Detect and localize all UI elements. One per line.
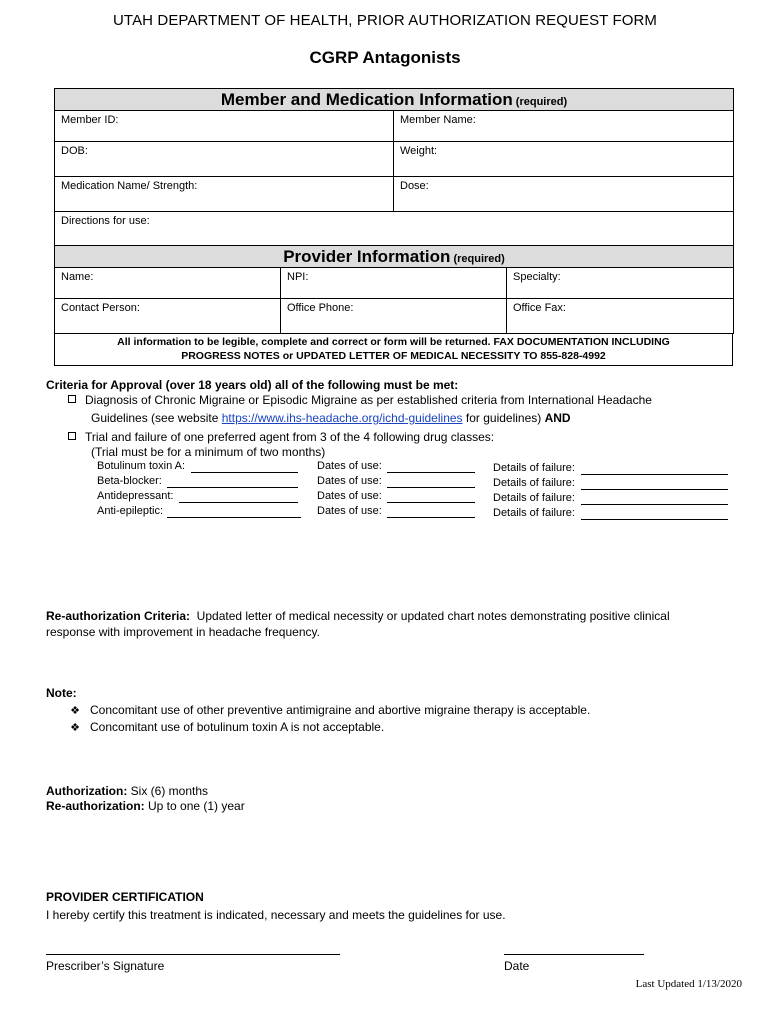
reauth-criteria-label: Re-authorization Criteria: bbox=[46, 609, 191, 623]
dates-label: Dates of use: bbox=[317, 475, 382, 487]
note-item bbox=[68, 720, 384, 734]
last-updated: Last Updated 1/13/2020 bbox=[635, 978, 742, 990]
directions-field[interactable]: Directions for use: bbox=[55, 212, 734, 246]
details-label: Details of failure: bbox=[493, 507, 575, 519]
trial-text: Trial and failure of one preferred agent from 3 of the 4 following drug classes: bbox=[85, 430, 495, 444]
member-section-title: Member and Medication Information bbox=[220, 90, 513, 109]
signature-label: Prescriber’s Signature bbox=[46, 959, 165, 973]
authorization-duration bbox=[46, 784, 208, 798]
diamond-bullet-icon: ❖ bbox=[70, 722, 80, 734]
dob-field[interactable]: DOB: bbox=[55, 142, 394, 177]
certification-text: I hereby certify this treatment is indicated, necessary and meets the guidelines for use. bbox=[46, 908, 506, 922]
weight-field[interactable]: Weight: bbox=[394, 142, 734, 177]
member-medication-table bbox=[54, 88, 734, 246]
contact-person-field[interactable]: Contact Person: bbox=[55, 299, 281, 334]
note-label: Note: bbox=[46, 686, 77, 700]
drug-class-label: Antidepressant: bbox=[97, 490, 174, 502]
dates-label: Dates of use: bbox=[317, 460, 382, 472]
trial-checkbox[interactable] bbox=[68, 432, 76, 440]
note-item bbox=[68, 703, 590, 717]
dates-blank[interactable] bbox=[387, 475, 475, 488]
provider-section-header bbox=[55, 246, 734, 268]
diagnosis-checkbox[interactable] bbox=[68, 395, 76, 403]
fax-notice-box bbox=[54, 333, 733, 366]
office-fax-field[interactable]: Office Fax: bbox=[507, 299, 734, 334]
details-label: Details of failure: bbox=[493, 492, 575, 504]
certification-heading: PROVIDER CERTIFICATION bbox=[46, 890, 204, 904]
provider-table bbox=[54, 245, 734, 334]
criteria-item-diagnosis bbox=[68, 393, 652, 407]
signature-line[interactable] bbox=[46, 954, 340, 955]
dates-label: Dates of use: bbox=[317, 505, 382, 517]
drug-name-blank[interactable] bbox=[167, 505, 301, 518]
details-blank[interactable] bbox=[581, 462, 728, 475]
reauthorization-value: Up to one (1) year bbox=[144, 799, 245, 813]
dates-blank[interactable] bbox=[387, 460, 475, 473]
and-label: AND bbox=[544, 411, 571, 425]
reauthorization-label: Re-authorization: bbox=[46, 799, 145, 813]
dates-blank[interactable] bbox=[387, 490, 475, 503]
diagnosis-text: Diagnosis of Chronic Migraine or Episodic Migraine as per established criteria from International Headache bbox=[85, 393, 652, 407]
drug-name-blank[interactable] bbox=[191, 460, 298, 473]
reauthorization-duration bbox=[46, 799, 245, 813]
date-line[interactable] bbox=[504, 954, 644, 955]
member-section-required: (required) bbox=[515, 96, 568, 108]
details-blank[interactable] bbox=[581, 477, 728, 490]
trial-duration-note: (Trial must be for a minimum of two months) bbox=[91, 445, 326, 459]
drug-class-label: Beta-blocker: bbox=[97, 475, 162, 487]
member-name-field[interactable]: Member Name: bbox=[394, 111, 734, 142]
dates-blank[interactable] bbox=[387, 505, 475, 518]
reauth-criteria bbox=[46, 609, 746, 623]
criteria-heading: Criteria for Approval (over 18 years old) all of the following must be met: bbox=[46, 378, 459, 392]
diamond-bullet-icon: ❖ bbox=[70, 705, 80, 717]
date-label: Date bbox=[504, 959, 530, 973]
provider-section-required: (required) bbox=[453, 253, 505, 265]
criteria-item-trial bbox=[68, 430, 494, 444]
guidelines-pre: Guidelines (see website bbox=[91, 411, 222, 425]
criteria-item-diagnosis-cont bbox=[91, 411, 571, 425]
authorization-label: Authorization: bbox=[46, 784, 128, 798]
dose-field[interactable]: Dose: bbox=[394, 177, 734, 212]
ihs-guidelines-link[interactable]: https://www.ihs-headache.org/ichd-guidelines bbox=[221, 411, 463, 425]
drug-name-blank[interactable] bbox=[167, 475, 298, 488]
form-title: CGRP Antagonists bbox=[309, 48, 461, 67]
agency-header: UTAH DEPARTMENT OF HEALTH, PRIOR AUTHORIZATION REQUEST FORM bbox=[113, 12, 657, 29]
reauth-criteria-text: Updated letter of medical necessity or updated chart notes demonstrating positive clinical bbox=[190, 609, 670, 623]
details-blank[interactable] bbox=[581, 492, 728, 505]
note-item-text: Concomitant use of botulinum toxin A is not acceptable. bbox=[90, 720, 385, 734]
notice-line-2: PROGRESS NOTES or UPDATED LETTER OF MEDICAL NECESSITY TO 855-828-4992 bbox=[181, 350, 606, 362]
drug-name-blank[interactable] bbox=[179, 490, 298, 503]
provider-section-title: Provider Information bbox=[283, 247, 451, 266]
office-phone-field[interactable]: Office Phone: bbox=[281, 299, 507, 334]
details-label: Details of failure: bbox=[493, 462, 575, 474]
notice-line-1: All information to be legible, complete and correct or form will be returned. FAX DOCUMENTATION INCLUDING bbox=[117, 336, 670, 348]
drug-class-label: Botulinum toxin A: bbox=[97, 460, 186, 472]
authorization-value: Six (6) months bbox=[127, 784, 209, 798]
note-item-text: Concomitant use of other preventive antimigraine and abortive migraine therapy is acceptable. bbox=[90, 703, 591, 717]
guidelines-post: for guidelines) bbox=[462, 411, 545, 425]
member-section-header bbox=[55, 89, 734, 111]
provider-name-field[interactable]: Name: bbox=[55, 268, 281, 299]
npi-field[interactable]: NPI: bbox=[281, 268, 507, 299]
reauth-criteria-text-2: response with improvement in headache frequency. bbox=[46, 625, 320, 639]
details-label: Details of failure: bbox=[493, 477, 575, 489]
specialty-field[interactable]: Specialty: bbox=[507, 268, 734, 299]
dates-label: Dates of use: bbox=[317, 490, 382, 502]
medication-name-field[interactable]: Medication Name/ Strength: bbox=[55, 177, 394, 212]
member-id-field[interactable]: Member ID: bbox=[55, 111, 394, 142]
drug-class-label: Anti-epileptic: bbox=[97, 505, 164, 517]
details-blank[interactable] bbox=[581, 507, 728, 520]
